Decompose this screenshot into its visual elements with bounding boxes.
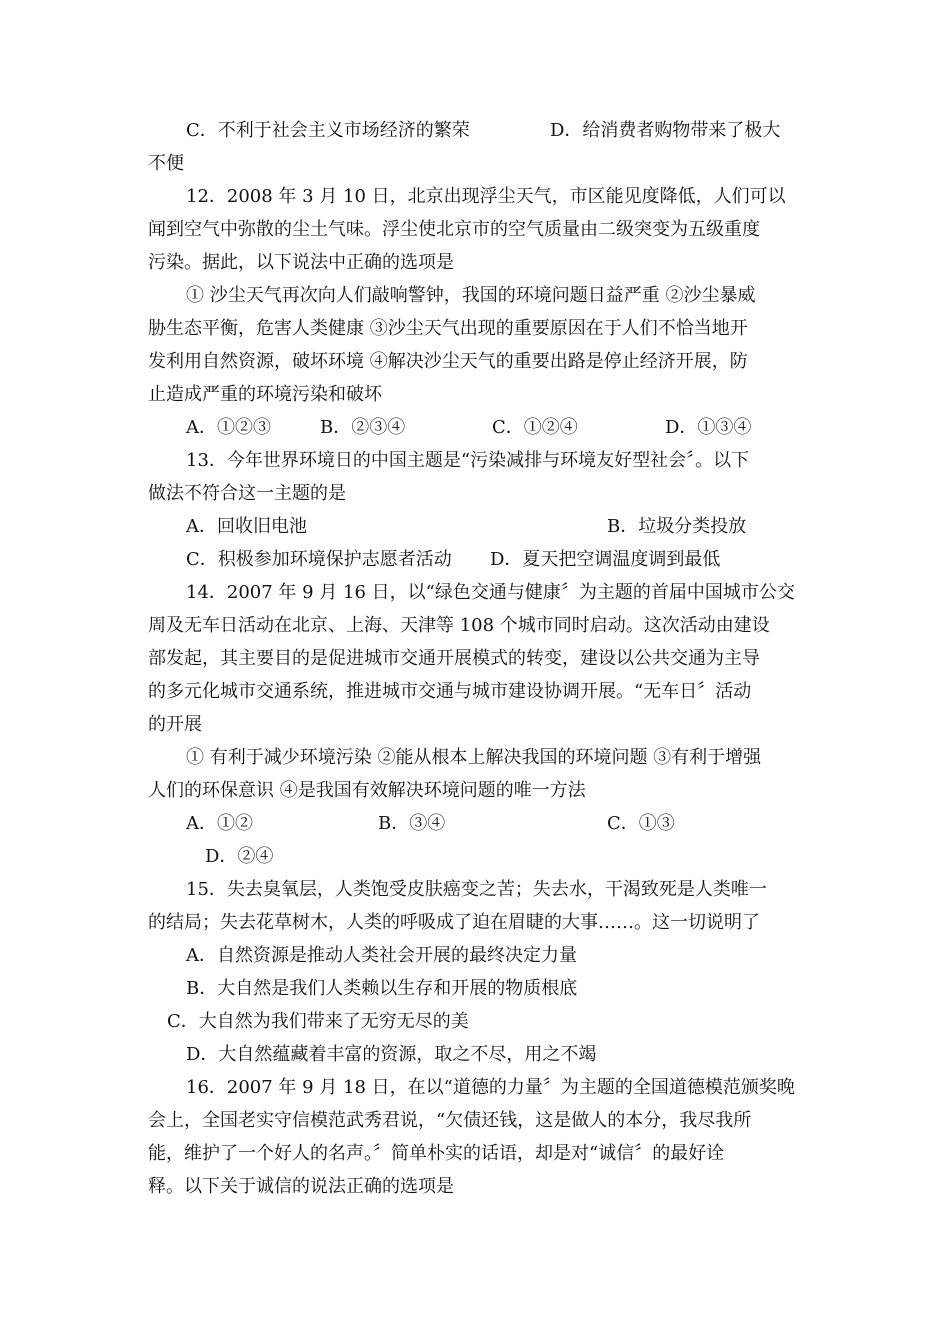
q11-option-d: D．给消费者购物带来了极大 <box>550 120 781 141</box>
q12-option-a: A．①②③ <box>186 417 271 438</box>
q14-option-c: C．①③ <box>607 813 675 834</box>
q13-stem-line: 做法不符合这一主题的是 <box>148 483 346 504</box>
q12-statement-line: ① 沙尘天气再次向人们敲响警钟，我国的环境问题日益严重 ②沙尘暴威 <box>186 285 756 306</box>
q12-option-d: D．①③④ <box>665 417 752 438</box>
q13-option-b: B．垃圾分类投放 <box>607 516 747 537</box>
q16-stem-line: 会上，全国老实守信模范武秀君说，“欠债还钱，这是做人的本分，我尽我所 <box>148 1110 752 1131</box>
q11-option-c: C．不利于社会主义市场经济的繁荣 <box>186 120 470 141</box>
q15-option-c: C．大自然为我们带来了无穷无尽的美 <box>167 1011 469 1032</box>
q13-option-d: D．夏天把空调温度调到最低 <box>490 549 721 570</box>
q12-option-b: B．②③④ <box>320 417 406 438</box>
q14-stem-line: 14．2007 年 9 月 16 日，以“绿色交通与健康〞为主题的首届中国城市公交 <box>186 582 795 603</box>
q13-stem-line: 13．今年世界环境日的中国主题是“污染减排与环境友好型社会〞。以下 <box>186 450 750 471</box>
q12-option-c: C．①②④ <box>492 417 578 438</box>
q13-option-c: C．积极参加环境保护志愿者活动 <box>186 549 452 570</box>
q15-option-d: D．大自然蕴藏着丰富的资源，取之不尽，用之不竭 <box>186 1044 597 1065</box>
q15-option-a: A．自然资源是推动人类社会开展的最终决定力量 <box>186 945 577 966</box>
q14-option-b: B．③④ <box>378 813 446 834</box>
q16-stem-line: 能，维护了一个好人的名声。〞简单朴实的话语，却是对“诚信〞的最好诠 <box>148 1143 725 1164</box>
q12-statement-line: 止造成严重的环境污染和破坏 <box>148 384 382 405</box>
q14-stem-line: 的开展 <box>148 714 202 735</box>
q15-stem-line: 15．失去臭氧层，人类饱受皮肤癌变之苦；失去水，干渴致死是人类唯一 <box>186 879 767 900</box>
q14-statement-line: ① 有利于减少环境污染 ②能从根本上解决我国的环境问题 ③有利于增强 <box>186 747 762 768</box>
q12-stem-line: 闻到空气中弥散的尘土气味。浮尘使北京市的空气质量由二级突变为五级重度 <box>148 219 760 240</box>
q14-option-a: A．①② <box>186 813 253 834</box>
q14-stem-line: 周及无车日活动在北京、上海、天津等 108 个城市同时启动。这次活动由建设 <box>148 615 770 636</box>
q15-stem-line: 的结局；失去花草树木，人类的呼吸成了迫在眉睫的大事……。这一切说明了 <box>148 912 760 933</box>
q14-statement-line: 人们的环保意识 ④是我国有效解决环境问题的唯一方法 <box>148 780 586 801</box>
q13-option-a: A．回收旧电池 <box>186 516 307 537</box>
q16-stem-line: 释。以下关于诚信的说法正确的选项是 <box>148 1176 454 1197</box>
q12-stem-line: 污染。据此，以下说法中正确的选项是 <box>148 252 454 273</box>
q12-statement-line: 胁生态平衡，危害人类健康 ③沙尘天气出现的重要原因在于人们不恰当地开 <box>148 318 748 339</box>
q14-stem-line: 部发起，其主要目的是促进城市交通开展模式的转变，建设以公共交通为主导 <box>148 648 760 669</box>
q15-option-b: B．大自然是我们人类赖以生存和开展的物质根底 <box>186 978 578 999</box>
q14-option-d: D．②④ <box>205 846 274 867</box>
q14-stem-line: 的多元化城市交通系统，推进城市交通与城市建设协调开展。“无车日〞活动 <box>148 681 752 702</box>
q12-statement-line: 发利用自然资源，破坏环境 ④解决沙尘天气的重要出路是停止经济开展，防 <box>148 351 748 372</box>
q11-option-d-cont: 不便 <box>148 153 184 174</box>
q16-stem-line: 16．2007 年 9 月 18 日，在以“道德的力量〞为主题的全国道德模范颁奖晚 <box>186 1077 795 1098</box>
q12-stem-line: 12．2008 年 3 月 10 日，北京出现浮尘天气，市区能见度降低，人们可以 <box>186 186 786 207</box>
